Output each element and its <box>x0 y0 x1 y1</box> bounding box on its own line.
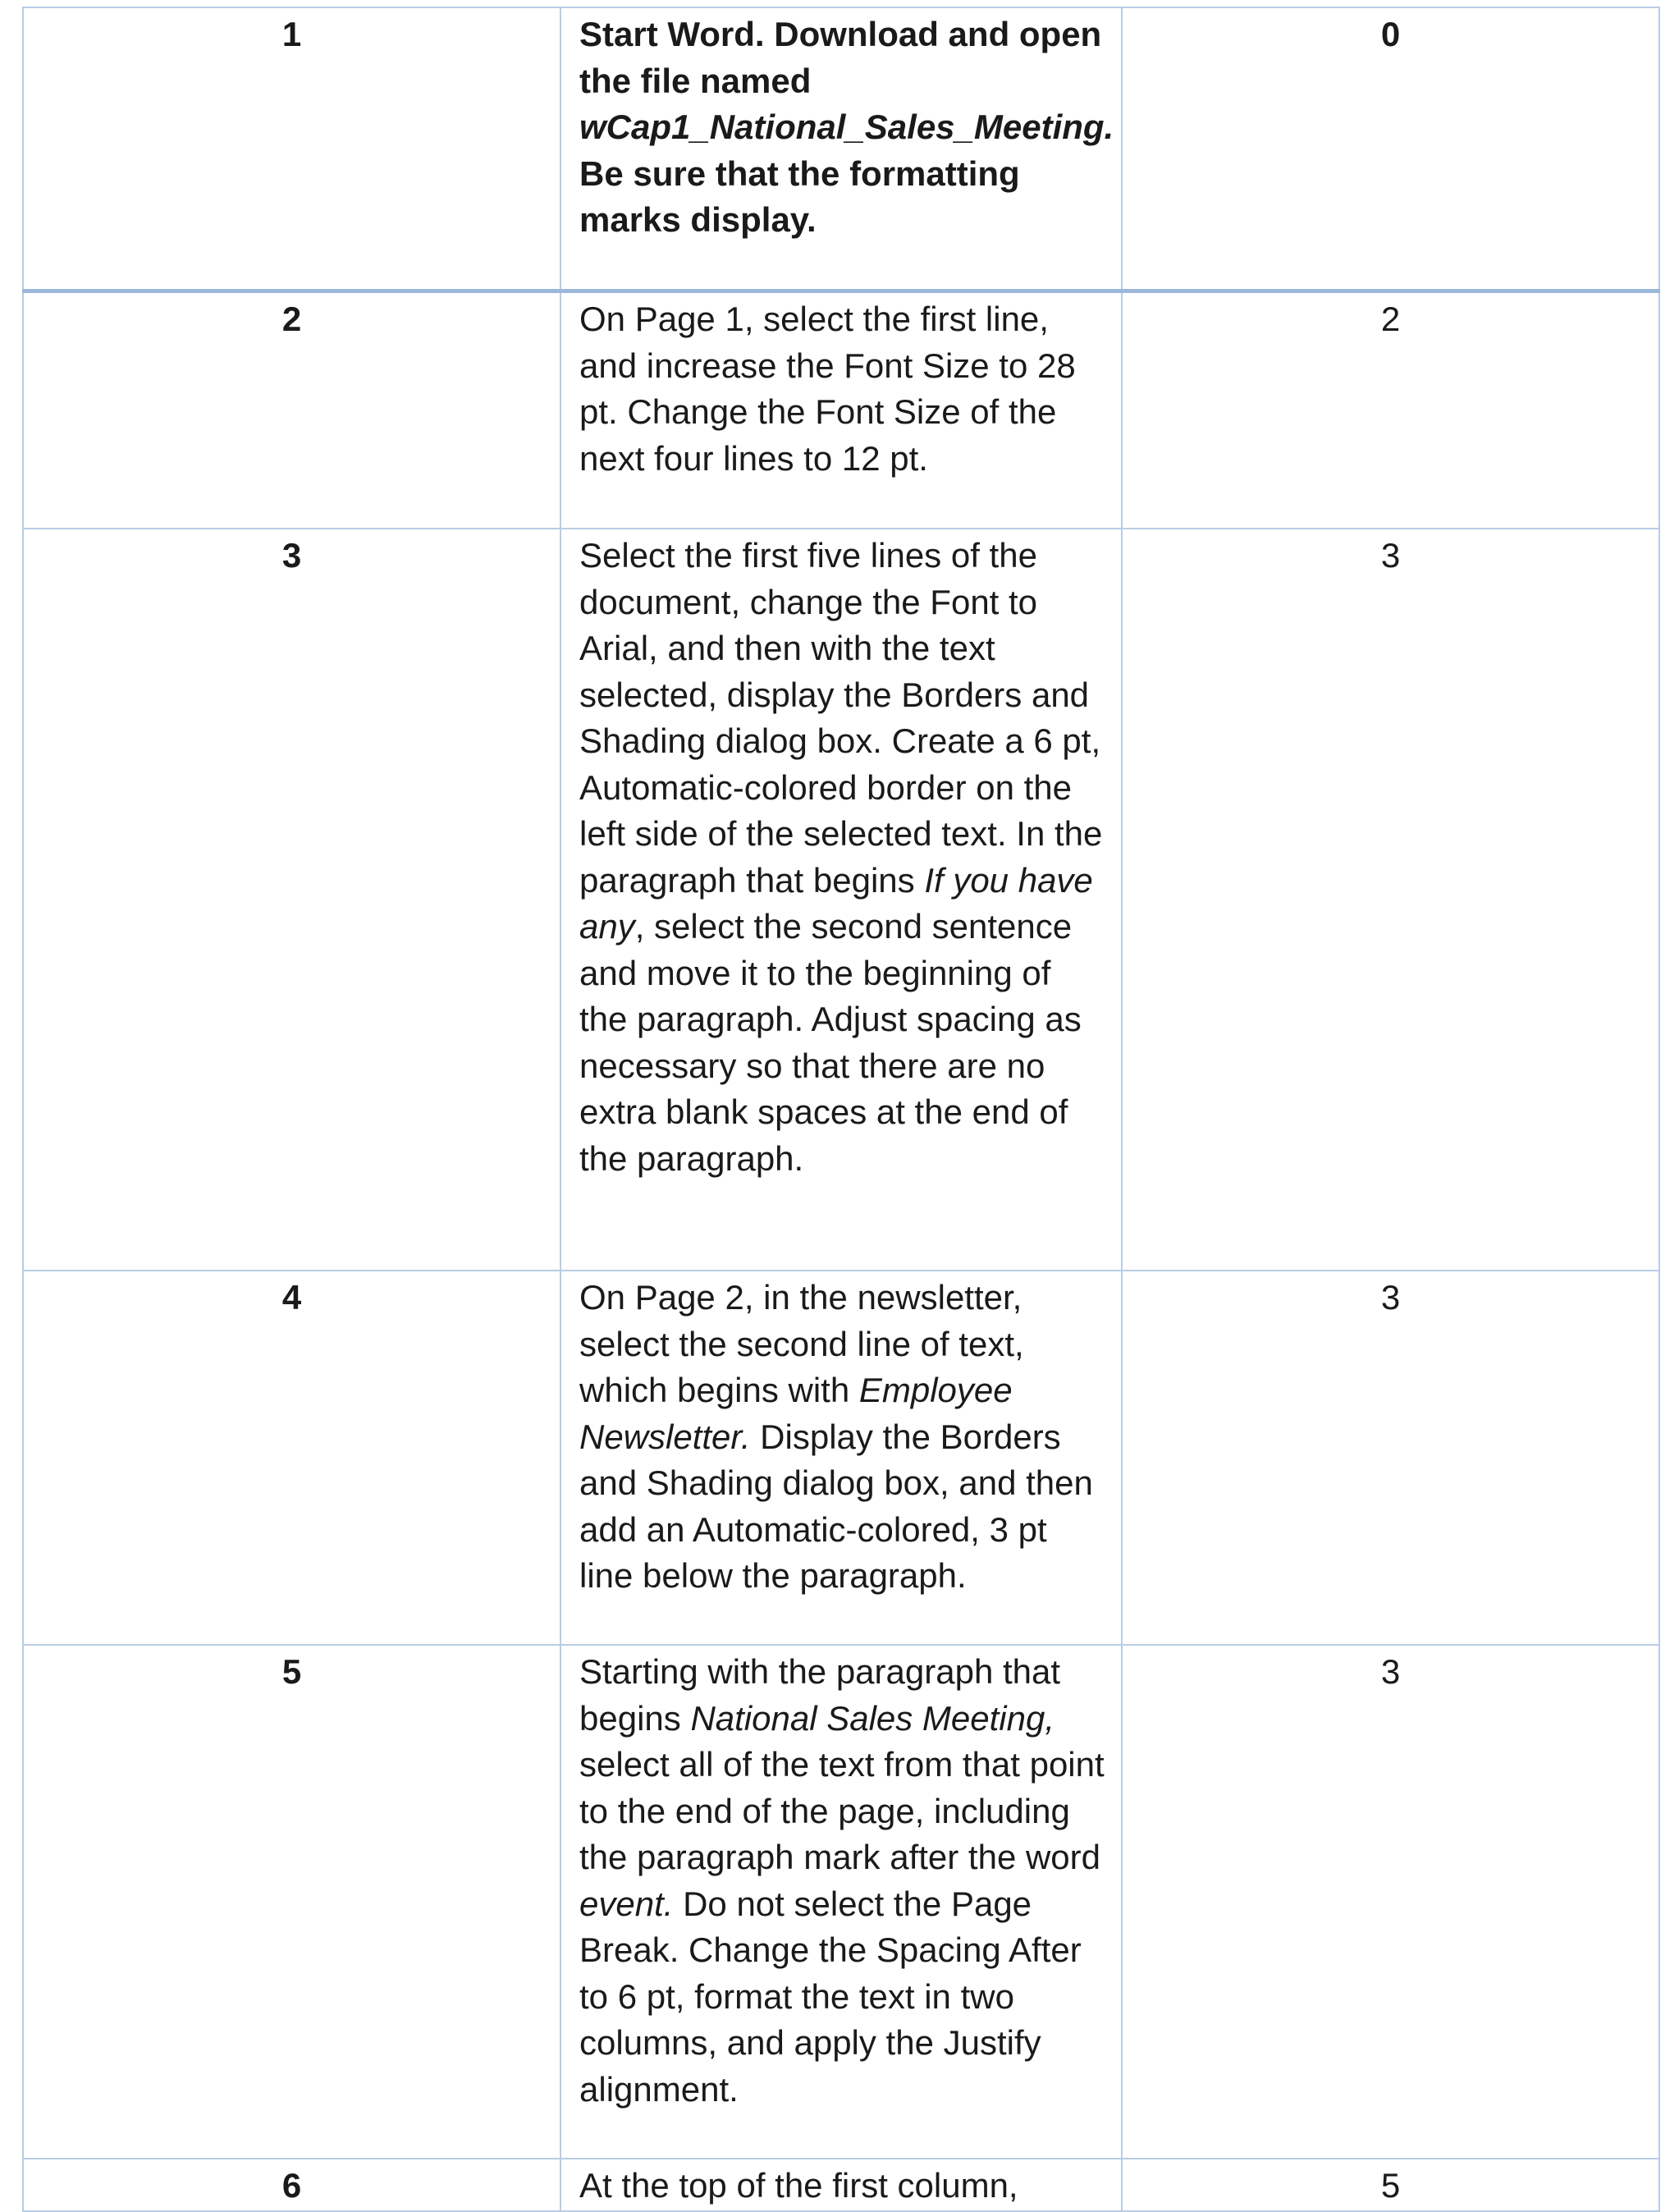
step-description: Starting with the paragraph that begins National Sales Meeting, select all of the text from that point to the end of the page, including the paragraph mark after the word event. Do not select the Page Break. Change the Spacing After to 6 pt, format the text in two columns, and apply the Justify alignment. <box>560 1645 1122 2159</box>
table-row <box>23 1271 1659 1645</box>
step-description: On Page 2, in the newsletter, select the second line of text, which begins with Employee Newsletter. Display the Borders and Shading dialog box, and then add an Automatic-colored, 3 pt line below the paragraph. <box>560 1271 1122 1645</box>
step-number: 2 <box>23 291 560 529</box>
step-description: Start Word. Download and open the file named wCap1_National_Sales_Meeting. Be sure that the formatting marks display. <box>560 7 1122 291</box>
step-points: 0 <box>1122 7 1659 291</box>
table-row <box>23 1645 1659 2159</box>
step-points: 3 <box>1122 1645 1659 2159</box>
table-row <box>23 2159 1659 2211</box>
table-row <box>23 529 1659 1271</box>
step-number: 4 <box>23 1271 560 1645</box>
step-number: 5 <box>23 1645 560 2159</box>
step-number: 6 <box>23 2159 560 2211</box>
step-description: Select the first five lines of the document, change the Font to Arial, and then with the text selected, display the Borders and Shading dialog box. Create a 6 pt, Automatic-colored border on the left side of the selected text. In the paragraph that begins If you have any, select the second sentence and move it to the beginning of the paragraph. Adjust spacing as necessary so that there are no extra blank spaces at the end of the paragraph. <box>560 529 1122 1271</box>
step-points: 3 <box>1122 529 1659 1271</box>
step-points: 2 <box>1122 291 1659 529</box>
step-points: 5 <box>1122 2159 1659 2211</box>
step-description: On Page 1, select the first line, and increase the Font Size to 28 pt. Change the Font Size of the next four lines to 12 pt. <box>560 291 1122 529</box>
step-description: At the top of the first column, <box>560 2159 1122 2211</box>
instructions-table <box>22 7 1660 2212</box>
table-row <box>23 7 1659 291</box>
table-row <box>23 291 1659 529</box>
step-number: 3 <box>23 529 560 1271</box>
step-number: 1 <box>23 7 560 291</box>
step-points: 3 <box>1122 1271 1659 1645</box>
